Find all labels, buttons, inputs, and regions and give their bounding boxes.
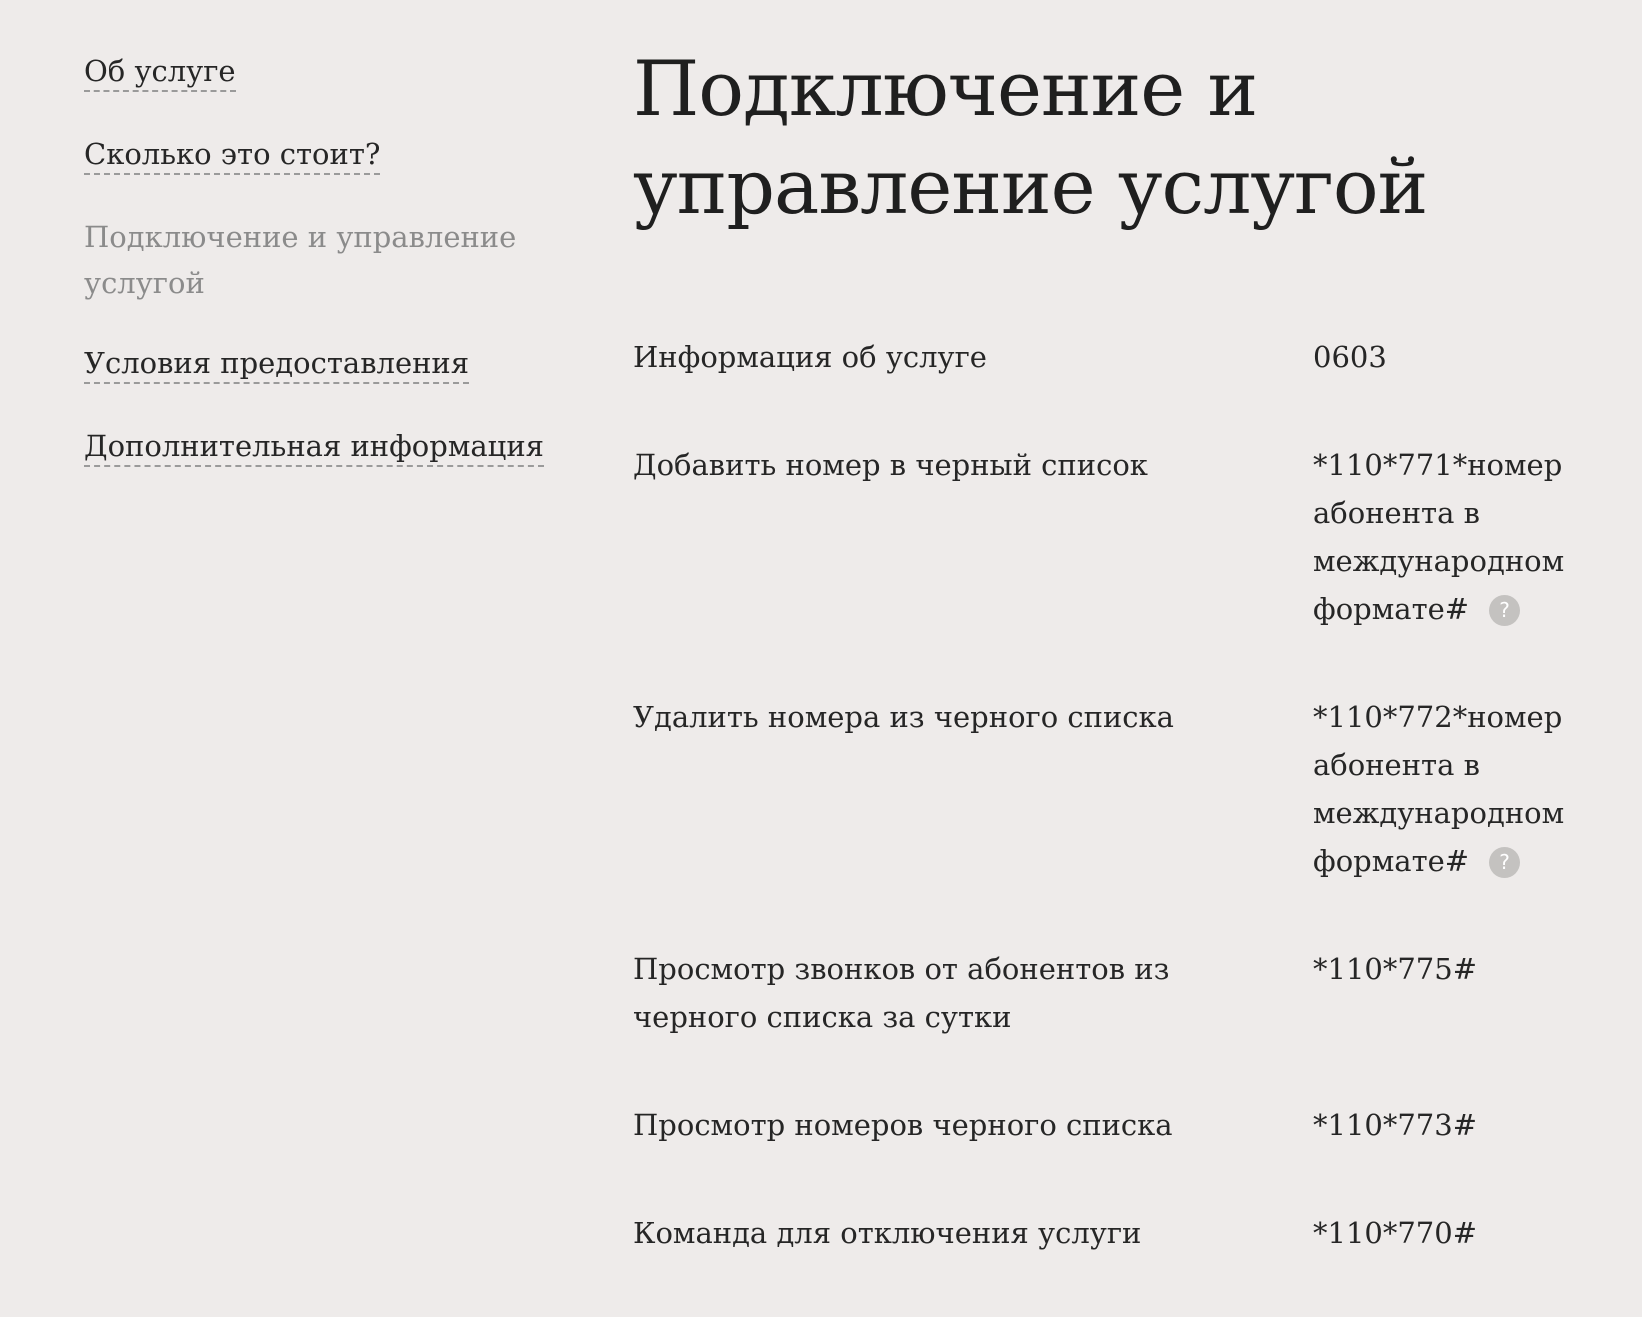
page-title: Подключение и управление услугой	[633, 44, 1428, 231]
command-code	[1313, 333, 1573, 381]
command-label: Информация об услуге	[633, 340, 987, 374]
sidebar-item-label[interactable]: Сколько это стоит?	[84, 137, 380, 175]
command-code	[1313, 945, 1573, 993]
sidebar-item-label[interactable]: Дополнительная информация	[84, 429, 544, 467]
sidebar-item-additional-info[interactable]	[84, 423, 544, 469]
sidebar-item-label: Подключение и управление услугой	[84, 220, 517, 300]
command-row-calls-history	[633, 945, 1583, 1041]
command-code	[1313, 693, 1573, 885]
command-code-text: *110*772*номер абонента в международном формате#	[1313, 700, 1565, 878]
sidebar-item-label[interactable]: Об услуге	[84, 54, 236, 92]
sidebar-item-price[interactable]	[84, 131, 544, 177]
command-code-text: *110*775#	[1313, 952, 1478, 986]
command-row-view-blacklist	[633, 1101, 1583, 1149]
question-mark-icon[interactable]: ?	[1489, 595, 1520, 626]
command-label: Удалить номера из черного списка	[633, 700, 1174, 734]
command-code	[1313, 1101, 1573, 1149]
sidebar-nav	[84, 48, 544, 506]
command-code-text: 0603	[1313, 340, 1387, 374]
sidebar-item-connection	[84, 214, 544, 306]
sidebar-item-about[interactable]	[84, 48, 544, 94]
command-row-info	[633, 333, 1583, 381]
question-mark-icon[interactable]: ?	[1489, 847, 1520, 878]
command-code-text: *110*771*номер абонента в международном формате#	[1313, 448, 1565, 626]
command-row-add-blacklist	[633, 441, 1583, 633]
command-label: Просмотр номеров черного списка	[633, 1108, 1173, 1142]
command-code-text: *110*770#	[1313, 1216, 1478, 1250]
sidebar-item-label[interactable]: Условия предоставления	[84, 346, 469, 384]
command-code	[1313, 441, 1573, 633]
command-code	[1313, 1209, 1573, 1257]
command-row-disable	[633, 1209, 1583, 1257]
command-row-remove-blacklist	[633, 693, 1583, 885]
commands-list	[633, 333, 1583, 1317]
command-label: Добавить номер в черный список	[633, 448, 1148, 482]
sidebar-item-terms[interactable]	[84, 340, 544, 386]
command-code-text: *110*773#	[1313, 1108, 1478, 1142]
command-label: Команда для отключения услуги	[633, 1216, 1142, 1250]
command-label: Просмотр звонков от абонентов из черного списка за сутки	[633, 952, 1170, 1034]
